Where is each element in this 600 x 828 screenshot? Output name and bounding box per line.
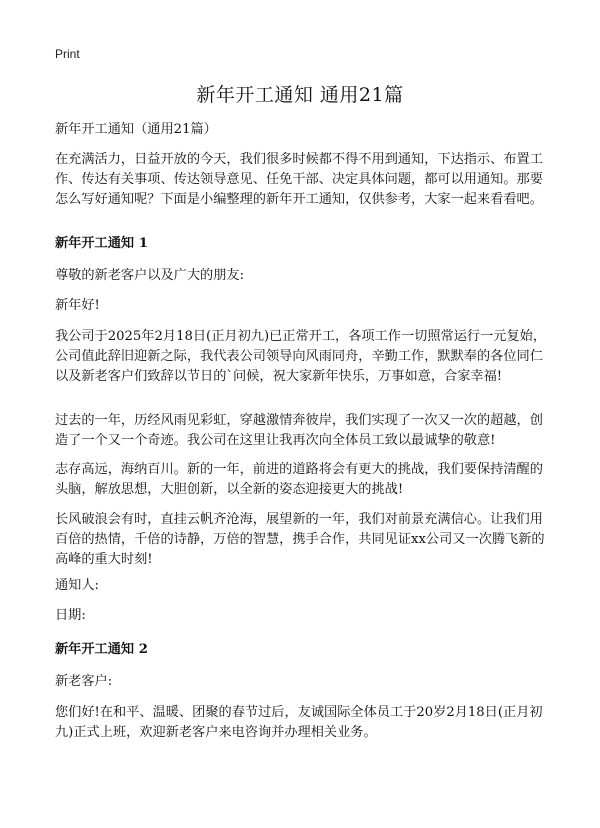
section-2-paragraph-1: 您们好!在和平、温暖、团聚的春节过后，友诚国际全体员工于20岁2月18日(正月初九)正式上班，欢迎新老客户来电咨询并办理相关业务。 xyxy=(55,705,543,740)
section-2-greeting: 新老客户: xyxy=(55,674,113,689)
document-subtitle: 新年开工通知（通用21篇） xyxy=(55,122,217,137)
intro-paragraph: 在充满活力，日益开放的今天，我们很多时候都不得不用到通知，下达指示、布置工作、传达有关事项、传达领导意见、任免干部、决定具体问题，都可以用通知。那要怎么写好通知呢？下面是小编整理的新年开工通知，仅供参考，大家一起来看看吧。 xyxy=(55,152,543,207)
page-title: 新年开工通知 通用21篇 xyxy=(196,84,404,106)
section-1-heading: 新年开工通知 1 xyxy=(55,236,148,251)
section-1-hello: 新年好! xyxy=(55,298,100,313)
section-1-date: 日期: xyxy=(55,608,86,623)
section-1-paragraph-4: 长风破浪会有时，直挂云帆齐沧海，展望新的一年，我们对前景充满信心。让我们用百倍的热情，千倍的诗静，万倍的智慧，携手合作，共同见证xx公司又一次腾飞新的高峰的重大时刻! xyxy=(55,512,545,567)
print-label: Print xyxy=(55,47,80,61)
section-1-paragraph-3: 志存高远，海纳百川。新的一年，前进的道路将会有更大的挑战，我们要保持清醒的头脑，解放思想，大胆创新，以全新的姿态迎接更大的挑战! xyxy=(55,462,543,497)
section-1-paragraph-1: 我公司于2025年2月18日(正月初九)已正常开工，各项工作一切照常运行一元复始，公司值此辞旧迎新之际，我代表公司领导向风雨同舟，辛勤工作，默默奉的各位同仁以及新老客户们致辞以节日的`问候，祝大家新年快乐，万事如意，合家幸福! xyxy=(55,329,547,384)
section-1-paragraph-2: 过去的一年，历经风雨见彩虹，穿越激情奔彼岸，我们实现了一次又一次的超越，创造了一个又一个奇迹。我公司在这里让我再次向全体员工致以最诚挚的敬意! xyxy=(55,413,543,448)
section-2-heading: 新年开工通知 2 xyxy=(55,642,148,657)
section-1-notifier: 通知人: xyxy=(55,578,100,593)
section-1-greeting: 尊敬的新老客户以及广大的朋友: xyxy=(55,268,245,283)
